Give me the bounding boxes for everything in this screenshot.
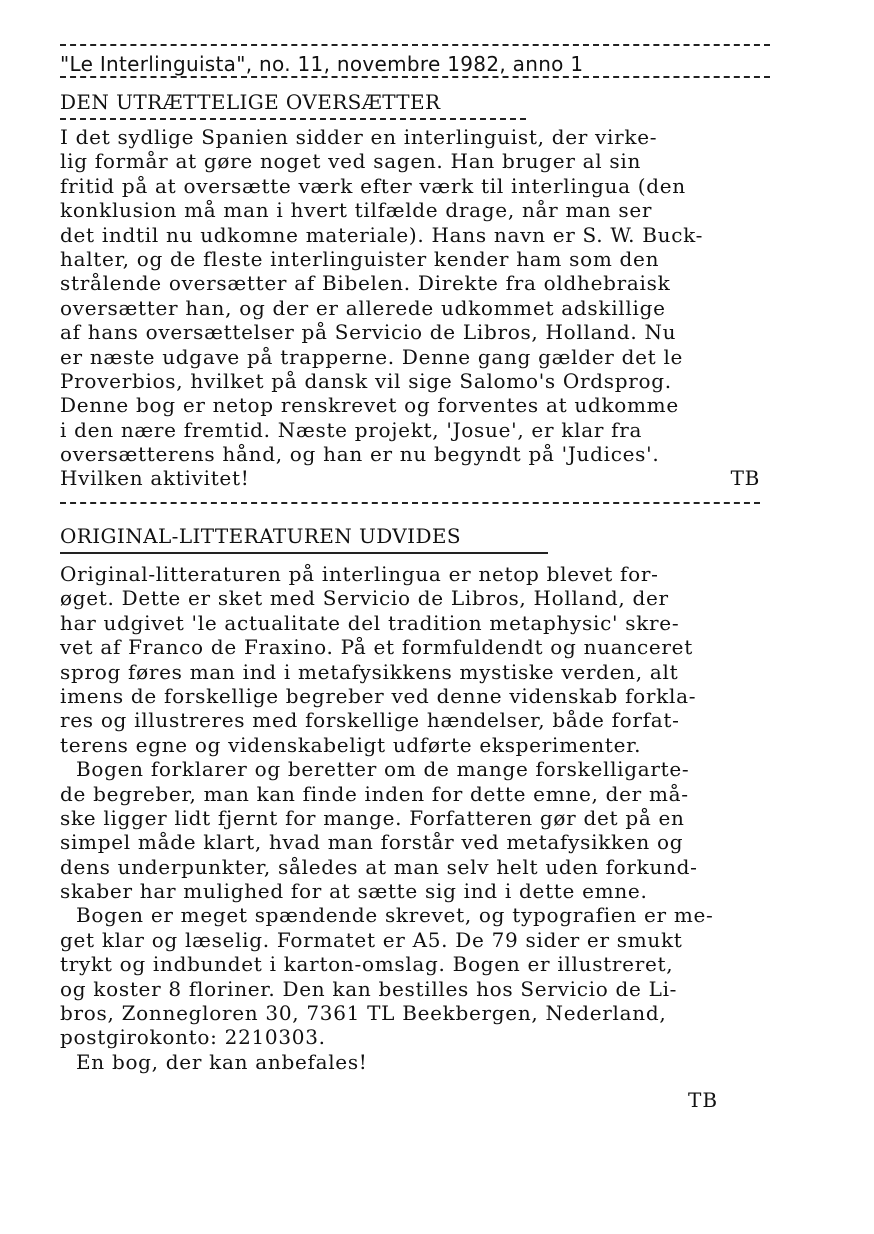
article1-body [60, 125, 790, 491]
article1-line: i den nære fremtid. Næste projekt, 'Josue', er klar fra [60, 417, 643, 442]
masthead-dashed-rule [60, 76, 770, 78]
article1-closing-row [60, 466, 760, 490]
article2-line: dens underpunkter, således at man selv helt uden forkund- [60, 854, 698, 879]
article2-body [60, 562, 790, 1074]
article2-line: Bogen er meget spændende skrevet, og typografien er me- [76, 903, 714, 928]
article2-line: En bog, der kan anbefales! [76, 1049, 368, 1074]
article1-line: strålende oversætter af Bibelen. Direkte fra oldhebraisk [60, 271, 671, 296]
article1-line: I det sydlige Spanien sidder en interlinguist, der virke- [60, 125, 658, 149]
article1-line: lig formår at gøre noget ved sagen. Han bruger al sin [60, 149, 642, 174]
article2-line: imens de forskellige begreber ved denne videnskab forkla- [60, 683, 697, 708]
article1-line: af hans oversættelser på Servicio de Libros, Holland. Nu [60, 320, 677, 345]
article1-line: oversætter han, og der er allerede udkommet adskillige [60, 295, 666, 320]
article2-line: trykt og indbundet i karton-omslag. Bogen er illustreret, [60, 952, 674, 977]
article2-line: vet af Franco de Fraxino. På et formfuldendt og nuanceret [60, 635, 693, 660]
article2-line: har udgivet 'le actualitate del tradition metaphysic' skre- [60, 610, 680, 635]
article2-signature: TB [688, 1088, 719, 1112]
article2-line: og koster 8 floriner. Den kan bestilles hos Servicio de Li- [60, 976, 678, 1001]
article1-signature: TB [730, 466, 760, 491]
article2-line: get klar og læselig. Formatet er A5. De 79 sider er smukt [60, 927, 683, 952]
article2-line: simpel måde klart, hvad man forstår ved metafysikken og [60, 830, 684, 855]
article1-heading: DEN UTRÆTTELIGE OVERSÆTTER [60, 90, 441, 114]
article1-line: Proverbios, hvilket på dansk vil sige Salomo's Ordsprog. [60, 368, 672, 393]
article1-line: konklusion må man i hvert tilfælde drage, når man ser [60, 198, 653, 223]
article1-line: fritid på at oversætte værk efter værk til interlingua (den [60, 173, 686, 198]
article2-line: skaber har mulighed for at sætte sig ind i dette emne. [60, 879, 648, 904]
article2-line: postgirokonto: 2210303. [60, 1025, 326, 1050]
article2-line: Bogen forklarer og beretter om de mange forskelligarte- [76, 757, 690, 782]
article2-line: res og illustreres med forskellige hændelser, både forfat- [60, 708, 680, 733]
article2-line: terens egne og videnskabeligt udførte eksperimenter. [60, 732, 642, 757]
article2-heading-underline [60, 552, 548, 554]
article1-line: er næste udgave på trapperne. Denne gang gælder det le [60, 344, 684, 369]
article1-line: oversætterens hånd, og han er nu begyndt på 'Judices'. [60, 442, 660, 467]
article2-line: Original-litteraturen på interlingua er netop blevet for- [60, 562, 659, 586]
article1-line: Denne bog er netop renskrevet og forventes at udkomme [60, 393, 679, 418]
article1-line: det indtil nu udkomne materiale). Hans navn er S. W. Buck- [60, 222, 704, 247]
article2-line: øget. Dette er sket med Servicio de Libros, Holland, der [60, 586, 669, 611]
masthead: "Le Interlinguista", no. 11, novembre 1982, anno 1 [60, 52, 584, 76]
article1-heading-dashed-rule [60, 118, 526, 120]
article1-closing: Hvilken aktivitet! [60, 466, 250, 491]
article2-line: de begreber, man kan finde inden for dette emne, der må- [60, 781, 689, 806]
top-dashed-rule [60, 44, 770, 46]
article2-line: ske ligger lidt fjernt for mange. Forfatteren gør det på en [60, 805, 685, 830]
article1-end-dashed-rule [60, 502, 760, 504]
article2-line: sprog føres man ind i metafysikkens mystiske verden, alt [60, 659, 679, 684]
article1-line: halter, og de fleste interlinguister kender ham som den [60, 246, 660, 271]
article2-heading: ORIGINAL-LITTERATUREN UDVIDES [60, 524, 461, 548]
article2-line: bros, Zonnegloren 30, 7361 TL Beekbergen, Nederland, [60, 1001, 667, 1026]
